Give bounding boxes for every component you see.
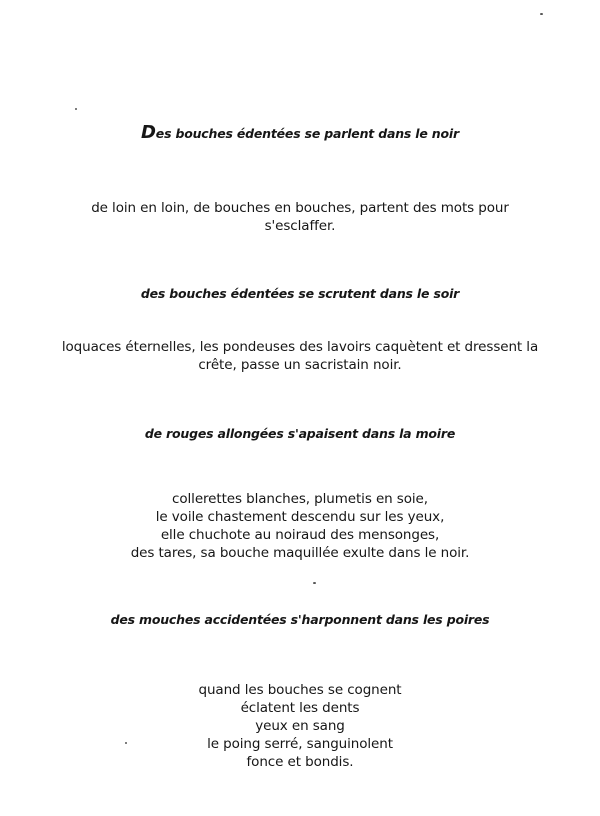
stanza-1-verse <box>0 199 600 235</box>
stanza-4-heading <box>0 612 600 627</box>
paper-speck <box>125 742 127 744</box>
heading-text: des bouches édentées se scrutent dans le soir <box>140 286 460 301</box>
verse-line: loquaces éternelles, les pondeuses des lavoirs caquètent et dressent la <box>61 339 539 355</box>
verse-line: de loin en loin, de bouches en bouches, partent des mots pour <box>91 200 509 216</box>
verse-line: le poing serré, sanguinolent <box>207 736 393 752</box>
verse-line: fonce et bondis. <box>246 754 354 770</box>
stanza-2-heading <box>0 286 600 301</box>
verse-line: le voile chastement descendu sur les yeux, <box>155 509 445 525</box>
stanza-4-verse <box>0 681 600 771</box>
verse-line: s'esclaffer. <box>264 218 336 234</box>
heading-text: es bouches édentées se parlent dans le noir <box>155 126 459 141</box>
paper-speck <box>313 582 316 584</box>
stanza-1-heading <box>0 122 600 143</box>
heading-text: de rouges allongées s'apaisent dans la moire <box>144 426 456 441</box>
verse-line: des tares, sa bouche maquillée exulte dans le noir. <box>130 545 470 561</box>
verse-line: collerettes blanches, plumetis en soie, <box>172 491 428 507</box>
paper-speck <box>540 13 543 15</box>
stanza-3-heading <box>0 426 600 441</box>
verse-line: yeux en sang <box>255 718 345 734</box>
stanza-3-verse <box>0 490 600 562</box>
heading-text: des mouches accidentées s'harponnent dans les poires <box>110 612 490 627</box>
drop-cap: D <box>141 122 156 143</box>
paper-speck <box>75 108 77 110</box>
stanza-2-verse <box>0 338 600 374</box>
verse-line: éclatent les dents <box>240 700 360 716</box>
verse-line: crête, passe un sacristain noir. <box>198 357 402 373</box>
verse-line: elle chuchote au noiraud des mensonges, <box>160 527 440 543</box>
verse-line: quand les bouches se cognent <box>198 682 402 698</box>
